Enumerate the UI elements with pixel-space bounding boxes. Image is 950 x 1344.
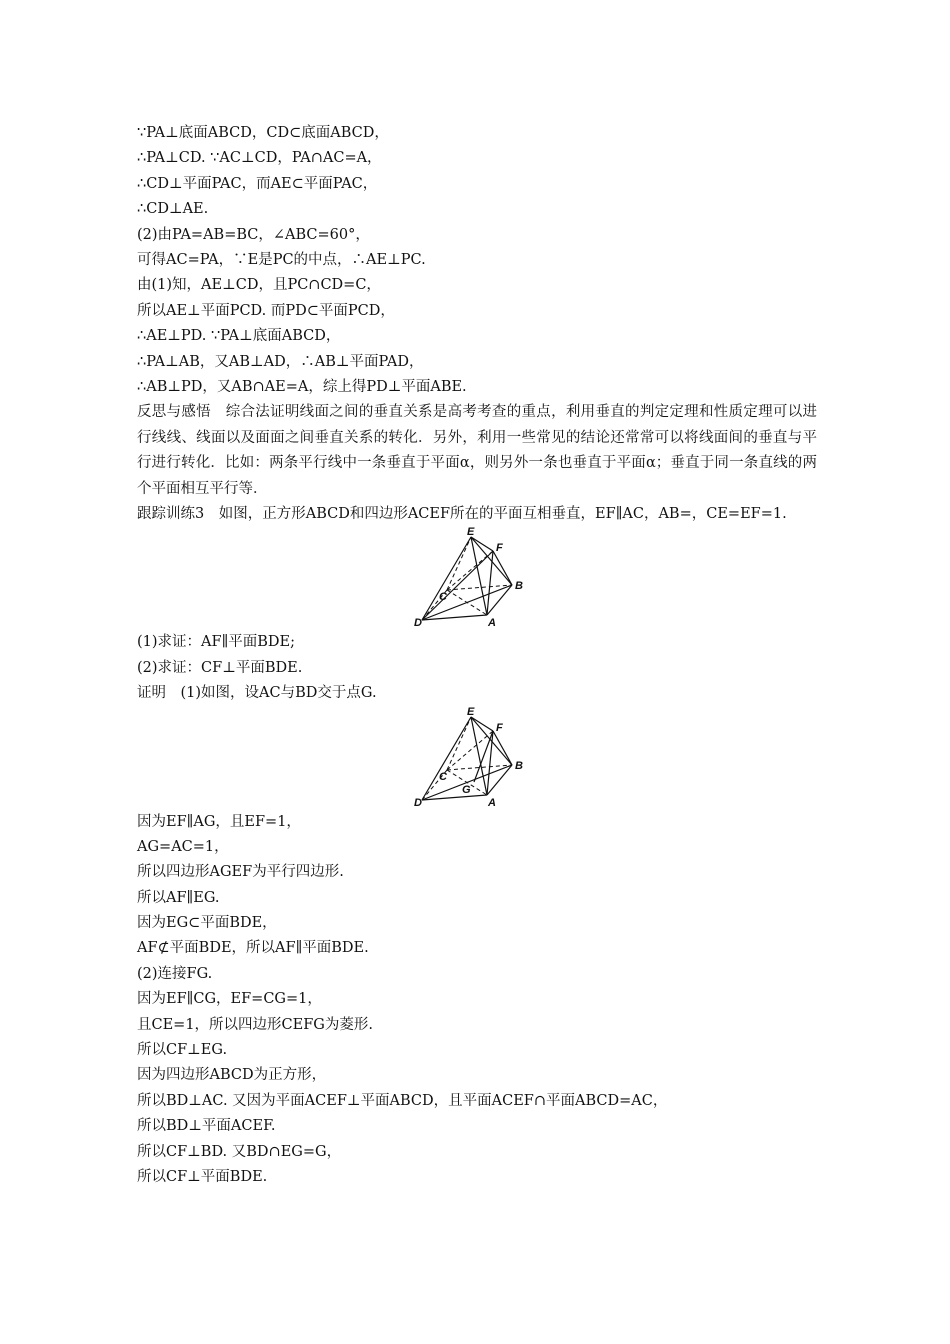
text-line: 且CE=1，所以四边形CEFG为菱形. [137, 1016, 373, 1033]
solid-diagram-2 [414, 707, 540, 809]
text-line: ∴PA⊥CD. ∵AC⊥CD，PA∩AC=A， [137, 150, 382, 167]
text-line: AF⊄平面BDE，所以AF∥平面BDE. [137, 940, 369, 957]
figure2-label: C [439, 770, 447, 783]
figure-2 [137, 707, 817, 810]
figure1-label: B [515, 580, 523, 593]
figure2-label: E [467, 706, 475, 718]
text-line: ∵PA⊥底面ABCD，CD⊂底面ABCD， [137, 125, 389, 141]
text-line: (2)连接FG. [137, 965, 213, 982]
text-line: ∴CD⊥AE. [137, 201, 209, 218]
text-line: ∴AE⊥PD. ∵PA⊥底面ABCD， [137, 328, 341, 345]
text-line: 所以CF⊥EG. [137, 1042, 228, 1059]
figure2-label: B [515, 759, 523, 772]
reflection-paragraph: 反思与感悟 综合法证明线面之间的垂直关系是高考考查的重点，利用垂直的判定定理和性质定理可以进行线线、线面以及面面之间垂直关系的转化．另外，利用一些常见的结论还常常可以将线面间的垂直与平行进行转化．比如：两条平行线中一条垂直于平面α，则另外一条也垂直于平面α；垂直于同一条直线的两个平面相互平行等． [137, 404, 817, 497]
text-line: 所以CF⊥BD. 又BD∩EG=G， [137, 1143, 342, 1160]
text-line: 可得AC=PA，∵E是PC的中点，∴AE⊥PC. [137, 251, 426, 268]
figure1-label: A [488, 617, 496, 630]
text-line: ∴PA⊥AB，又AB⊥AD，∴AB⊥平面PAD， [137, 353, 424, 370]
figure1-label: E [467, 527, 475, 539]
text-line: (2)求证：CF⊥平面BDE. [137, 659, 303, 676]
text-line: 所以AF∥EG. [137, 889, 220, 906]
figure2-label: A [488, 796, 496, 809]
text-line: 因为EG⊂平面BDE， [137, 915, 277, 932]
text-line: 所以四边形AGEF为平行四边形. [137, 864, 344, 881]
figure1-label: F [496, 542, 503, 555]
text-line: 所以AE⊥平面PCD. 而PD⊂平面PCD， [137, 302, 395, 319]
figure1-label: D [414, 617, 422, 630]
text-line: (1)求证：AF∥平面BDE; [137, 634, 296, 651]
figure2-label: D [414, 796, 422, 809]
text-line: 所以BD⊥AC. 又因为平面ACEF⊥平面ABCD，且平面ACEF∩平面ABCD=AC， [137, 1092, 668, 1109]
text-line: AG=AC=1， [137, 838, 229, 855]
figure-1 [137, 527, 817, 630]
text-line: 由(1)知，AE⊥CD，且PC∩CD=C， [137, 277, 381, 294]
text-line: (2)由PA=AB=BC，∠ABC=60°， [137, 226, 370, 243]
text-line: 因为EF∥CG，EF=CG=1， [137, 991, 322, 1008]
figure2-label: G [462, 783, 471, 796]
document-content [137, 121, 817, 1190]
text-line: ∴AB⊥PD，又AB∩AE=A，综上得PD⊥平面ABE. [137, 378, 467, 395]
text-line: 所以CF⊥平面BDE. [137, 1168, 268, 1185]
text-line: 所以BD⊥平面ACEF. [137, 1118, 276, 1135]
figure1-label: C [439, 591, 447, 604]
text-line: 因为四边形ABCD为正方形， [137, 1067, 327, 1084]
exercise-paragraph: 跟踪训练3 如图，正方形ABCD和四边形ACEF所在的平面互相垂直，EF∥AC，AB=，CE=EF=1. [137, 505, 787, 522]
text-line: 因为EF∥AG，且EF=1， [137, 813, 301, 830]
solid-diagram-1 [414, 527, 540, 629]
text-line: 证明 (1)如图，设AC与BD交于点G. [137, 685, 377, 702]
figure2-label: F [496, 721, 503, 734]
text-line: ∴CD⊥平面PAC，而AE⊂平面PAC， [137, 175, 378, 192]
